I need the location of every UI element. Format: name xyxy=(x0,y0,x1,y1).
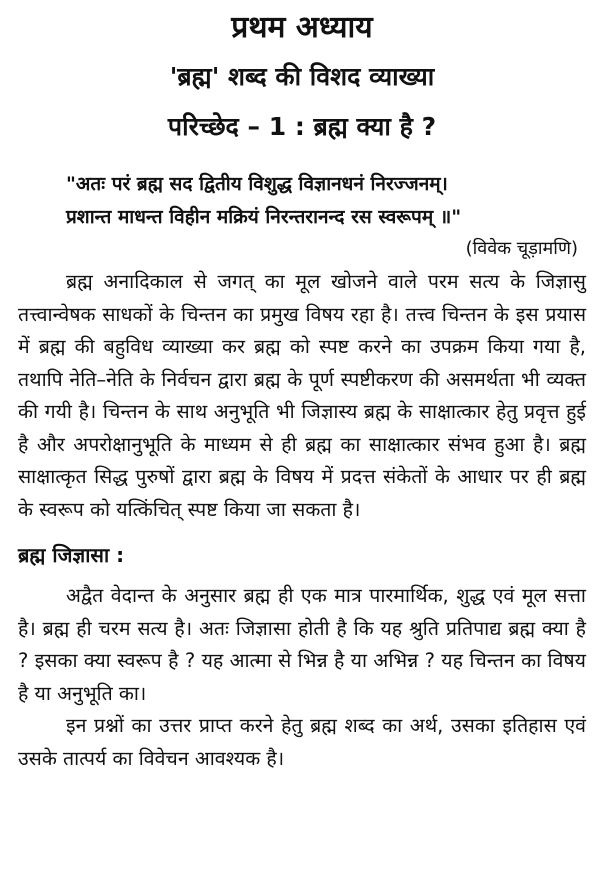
body-paragraph-1: ब्रह्म अनादिकाल से जगत् का मूल खोजने वाले परम सत्य के जिज्ञासु तत्त्वान्वेषक साधकों के चिन्तन का प्रमुख विषय रहा है। तत्त्व चिन्तन के इस प्रयास में ब्रह्म की बहुविध व्याख्या कर ब्रह्म को स्पष्ट करने का उपक्रम किया गया है, तथापि नेति–नेति के निर्वचन द्वारा ब्रह्म के पूर्ण स्पष्टीकरण की असमर्थता भी व्यक्त की गयी है। चिन्तन के साथ अनुभूति भी जिज्ञास्य ब्रह्म के साक्षात्कार हेतु प्रवृत्त हुई है और अपरोक्षानुभूति के माध्यम से ही ब्रह्म का साक्षात्कार संभव हुआ है। ब्रह्म साक्षात्कृत सिद्ध पुरुषों द्वारा ब्रह्म के विषय में प्रदत्त संकेतों के आधार पर ही ब्रह्म के स्वरूप को यत्किंचित् स्पष्ट किया जा सकता है। xyxy=(18,270,586,521)
subheading-brahma-jijnasa: ब्रह्म जिज्ञासा : xyxy=(18,543,125,567)
quote-line-2: प्रशान्त माधन्त विहीन मक्रियं निरन्तरानन्द रस स्वरूपम् ॥" xyxy=(66,206,462,228)
body-paragraph-2: अद्वैत वेदान्त के अनुसार ब्रह्म ही एक मात्र पारमार्थिक, शुद्ध एवं मूल सत्ता है। ब्रह्म ही चरम सत्य है। अतः जिज्ञासा होती है कि यह श्रुति प्रतिपाद्य ब्रह्म क्या है ? इसका क्या स्वरूप है ? यह आत्मा से भिन्न है या अभिन्न ? यह चिन्तन का विषय है या अनुभूति का। xyxy=(18,584,586,705)
quote-line-1: "अतः परं ब्रह्म सद द्वितीय विशुद्ध विज्ञानधनं निरज्जनम्। xyxy=(66,173,448,195)
subject-title: 'ब्रह्म' शब्द की विशद व्याख्या xyxy=(169,62,435,91)
section-title: परिच्छेद – 1 : ब्रह्म क्या है ? xyxy=(167,112,437,141)
sanskrit-quote xyxy=(18,168,586,234)
chapter-title: प्रथम अध्याय xyxy=(231,10,373,45)
quote-source: (विवेक चूड़ामणि) xyxy=(465,238,578,259)
body-paragraph-3: इन प्रश्नों का उत्तर प्राप्त करने हेतु ब्रह्म शब्द का अर्थ, उसका इतिहास एवं उसके तात्पर्य का विवेचन आवश्यक है। xyxy=(18,714,586,770)
